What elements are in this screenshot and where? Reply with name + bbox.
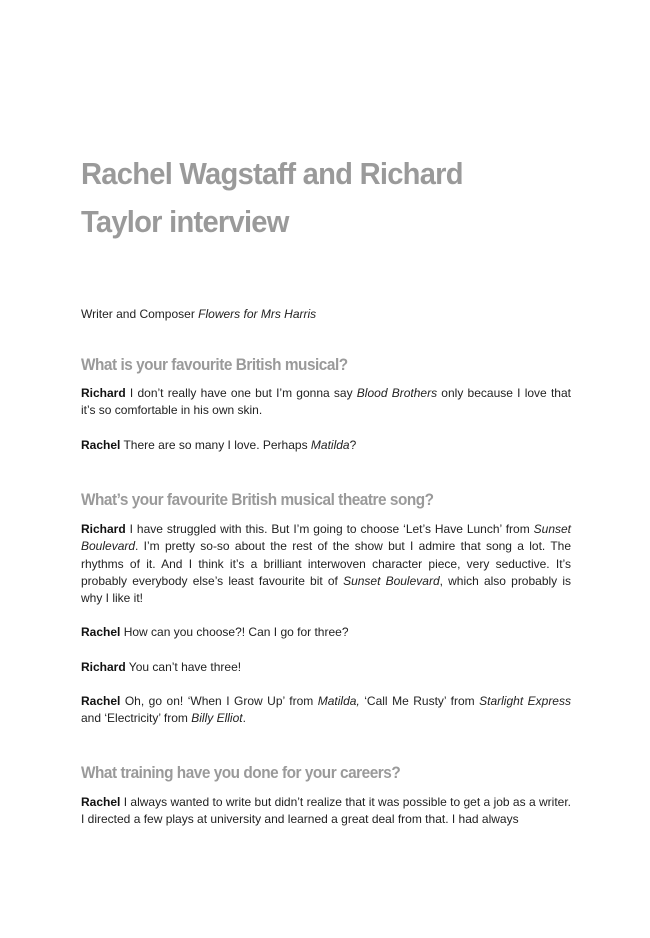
answer-title: Billy Elliot — [191, 711, 243, 726]
subtitle-show: Flowers for Mrs Harris — [198, 307, 317, 321]
speaker-name: Rachel — [81, 795, 121, 809]
answer-text: and ‘Electricity’ from — [81, 711, 192, 726]
answer-text: I don’t really have one but I’m gonna say — [125, 386, 357, 400]
answer-text: only because I love that it’s so comfortable in his own skin. — [81, 386, 571, 418]
speaker-name: Rachel — [81, 625, 121, 640]
subtitle-role: Writer and Composer — [81, 307, 199, 321]
answer-text: , which also probably is why I like it! — [81, 573, 571, 606]
speaker-name: Richard — [81, 659, 126, 674]
answer-title: Matilda, — [317, 694, 360, 709]
answer-paragraph — [81, 624, 571, 641]
speaker-name: Richard — [81, 386, 126, 400]
answer-paragraph — [81, 659, 571, 676]
answer-paragraph — [81, 521, 571, 607]
answer-title: Sunset Boulevard — [81, 522, 571, 554]
answer-text: How can you choose?! Can I go for three? — [120, 625, 349, 640]
answer-text: I have struggled with this. But I’m going to choose ‘Let’s Have Lunch’ from — [125, 522, 534, 536]
section-favourite-song — [81, 489, 571, 728]
section-training — [81, 762, 571, 829]
answer-paragraph — [81, 794, 571, 829]
speaker-name: Rachel — [81, 437, 121, 452]
question-heading: What’s your favourite British musical theatre song? — [81, 491, 434, 509]
answer-text: You can’t have three! — [125, 659, 242, 674]
speaker-name: Richard — [81, 522, 126, 536]
answer-paragraph — [81, 437, 571, 454]
answer-text: There are so many I love. Perhaps — [120, 437, 311, 452]
answer-text: Oh, go on! ‘When I Grow Up’ from — [120, 694, 318, 709]
answer-title: Blood Brothers — [356, 386, 438, 400]
question-heading: What training have you done for your careers? — [81, 764, 401, 782]
answer-text: I always wanted to write but didn’t realize that it was possible to get a job as a writer. I directed a few plays at university and learned a great deal from that. I had always — [81, 795, 571, 827]
answer-title: Starlight Express — [479, 694, 571, 709]
speaker-name: Rachel — [81, 694, 121, 709]
answer-text: . — [242, 711, 246, 726]
answer-text: . I’m pretty so-so about the rest of the show but I admire that song a lot. The rhythms of it. And I think it’s a brilliant interwoven character piece, very seductive. It’s probably everybody else’s least favourite bit of — [81, 539, 571, 588]
answer-text: ? — [349, 437, 357, 452]
answer-title: Matilda — [310, 437, 350, 452]
page-title: Rachel Wagstaff and Richard Taylor interview — [81, 156, 463, 239]
answer-paragraph — [81, 385, 571, 420]
question-heading: What is your favourite British musical? — [81, 356, 348, 374]
subtitle — [81, 306, 316, 322]
answer-title: Sunset Boulevard — [343, 573, 440, 588]
section-favourite-musical — [81, 354, 571, 454]
answer-paragraph — [81, 693, 571, 728]
answer-text: ‘Call Me Rusty’ from — [359, 694, 480, 709]
